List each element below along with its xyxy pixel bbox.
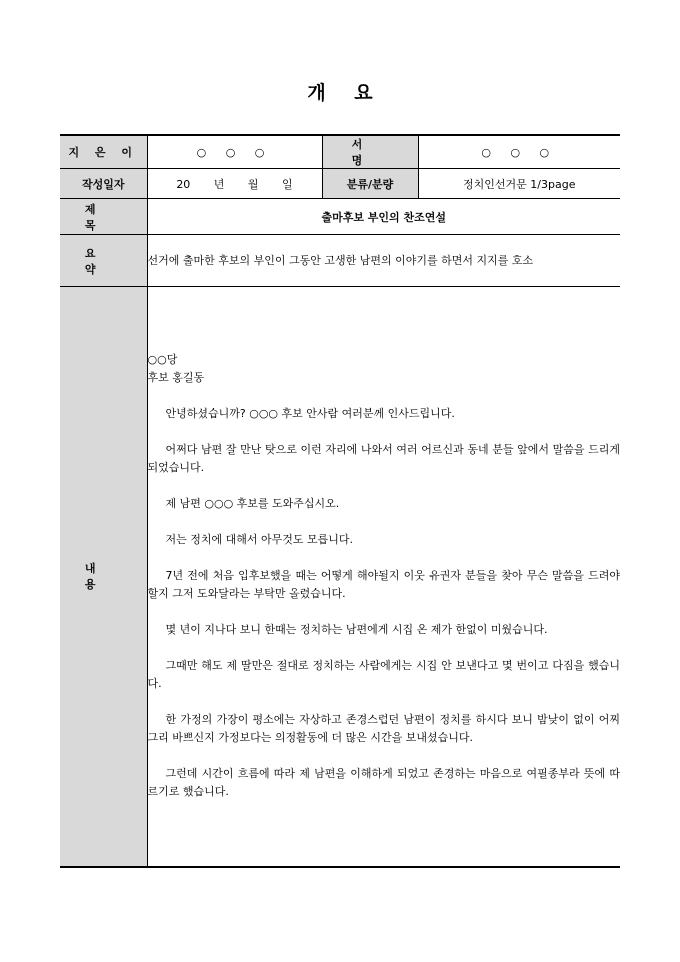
content-row (60, 287, 620, 867)
summary-value: 선거에 출마한 후보의 부인이 그동안 고생한 남편의 이야기를 하면서 지지를 호소 (147, 235, 620, 287)
signature-label: 서 명 (322, 135, 418, 169)
signature-value: ○ ○ ○ (418, 135, 620, 169)
content-body (147, 287, 620, 867)
date-row (60, 169, 620, 199)
date-value: 20 년 월 일 (147, 169, 322, 199)
content-paragraph: 어쩌다 남편 잘 만난 탓으로 이런 자리에 나와서 여러 어르신과 동네 분들 앞에서 말씀을 드리게 되었습니다. (147, 443, 620, 475)
subject-row (60, 199, 620, 235)
content-paragraph: 몇 년이 지나다 보니 한때는 정치하는 남편에게 시집 온 제가 한없이 미웠습니다. (165, 623, 548, 637)
page-title: 개 요 (307, 82, 373, 104)
subject-value: 출마후보 부인의 찬조연설 (147, 199, 620, 235)
date-label: 작성일자 (60, 169, 147, 199)
summary-row (60, 235, 620, 287)
content-paragraph: 7년 전에 처음 입후보했을 때는 어떻게 해야될지 이웃 유권자 분들을 찾아 무슨 말씀을 드려야 할지 그저 도와달라는 부탁만 올렸습니다. (147, 569, 620, 601)
category-label: 분류/분량 (322, 169, 418, 199)
category-value: 정치인선거문 1/3page (418, 169, 620, 199)
author-value: ○ ○ ○ (147, 135, 322, 169)
summary-label: 요 약 (60, 235, 147, 287)
content-paragraph: 한 가정의 가장이 평소에는 자상하고 존경스럽던 남편이 정치를 하시다 보니 밤낮이 없이 어찌 그리 바쁘신지 가정보다는 의정활동에 더 많은 시간을 보내셨습니다. (147, 713, 620, 745)
subject-label: 제 목 (60, 199, 147, 235)
author-label: 지 은 이 (60, 135, 147, 169)
content-paragraph: 그런데 시간이 흐름에 따라 제 남편을 이해하게 되었고 존경하는 마음으로 여필종부라 뜻에 따르기로 했습니다. (147, 767, 620, 799)
author-row (60, 135, 620, 169)
content-party: ○○당 (147, 353, 178, 367)
content-paragraph: 제 남편 ○○○ 후보를 도와주십시오. (165, 497, 340, 511)
content-candidate: 후보 홍길동 (147, 371, 205, 385)
summary-table (60, 134, 620, 868)
content-label: 내 용 (60, 287, 147, 867)
content-paragraph: 그때만 해도 제 딸만은 절대로 정치하는 사람에게는 시집 안 보낸다고 몇 번이고 다짐을 했습니다. (147, 659, 620, 691)
content-paragraph: 저는 정치에 대해서 아무것도 모릅니다. (165, 533, 353, 547)
content-paragraph: 안녕하셨습니까? ○○○ 후보 안사람 여러분께 인사드립니다. (165, 407, 455, 421)
